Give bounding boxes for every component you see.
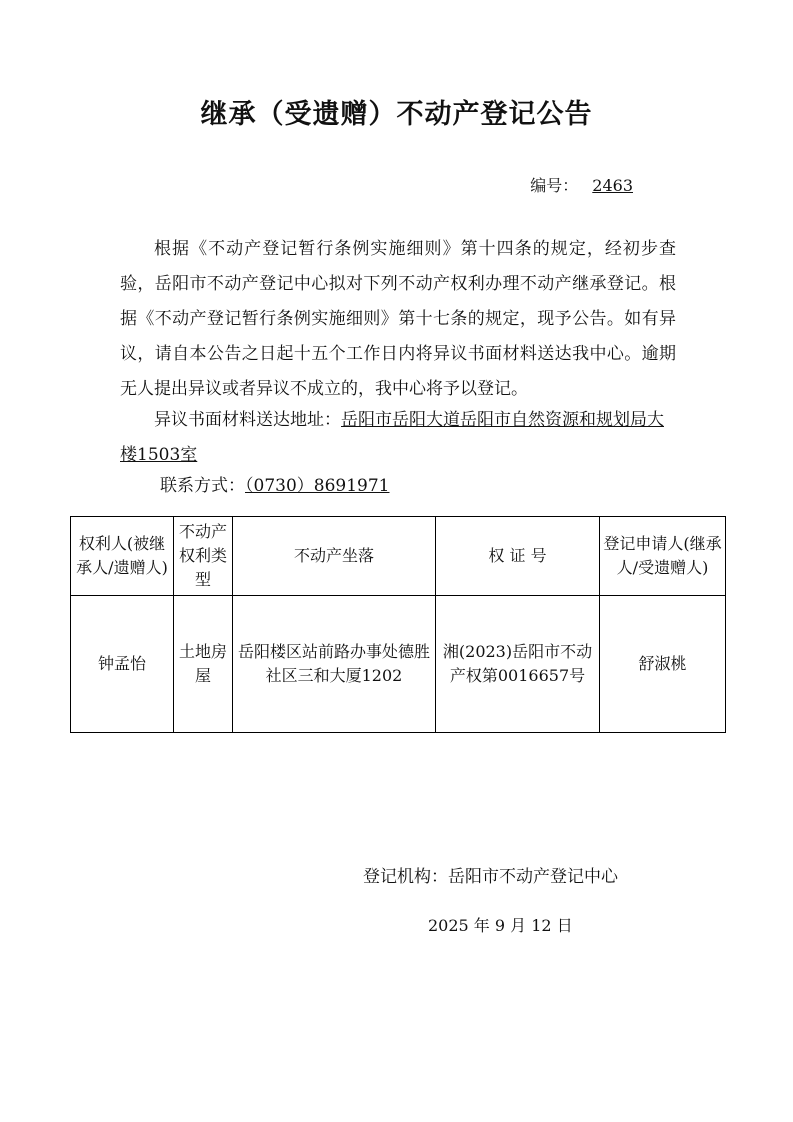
- notice-date: 2025 年 9 月 12 日: [428, 916, 573, 935]
- objection-address: [120, 403, 676, 473]
- header-certificate-number: 权 证 号: [436, 517, 600, 596]
- authority-label: 登记机构：: [363, 867, 448, 887]
- contact-label: 联系方式：: [160, 476, 245, 496]
- cell-location: 岳阳楼区站前路办事处德胜社区三和大厦1202: [233, 596, 436, 733]
- header-location: 不动产坐落: [233, 517, 436, 596]
- registration-authority: [363, 862, 618, 887]
- number-value: 2463: [592, 176, 633, 195]
- cell-applicant: 舒淑桃: [600, 596, 726, 733]
- address-value: 岳阳市岳阳大道岳阳市自然资源和规划局大楼1503室: [120, 410, 664, 465]
- table-header-row: [71, 517, 726, 596]
- header-right-holder: 权利人(被继承人/遗赠人): [71, 517, 174, 596]
- header-applicant: 登记申请人(继承人/受遗赠人): [600, 517, 726, 596]
- contact-info: [160, 472, 389, 500]
- notice-paragraph: 根据《不动产登记暂行条例实施细则》第十四条的规定，经初步查验，岳阳市不动产登记中心拟对下列不动产权利办理不动产继承登记。根据《不动产登记暂行条例实施细则》第十七条的规定，现予公告。如有异议，请自本公告之日起十五个工作日内将异议书面材料送达我中心。逾期无人提出异议或者异议不成立的，我中心将予以登记。: [120, 239, 676, 399]
- cell-right-holder: 钟孟怡: [71, 596, 174, 733]
- address-label: 异议书面材料送达地址：: [154, 410, 341, 430]
- authority-value: 岳阳市不动产登记中心: [448, 867, 618, 887]
- cell-right-type: 土地房屋: [174, 596, 233, 733]
- header-right-type: 不动产权利类型: [174, 517, 233, 596]
- contact-value: （0730）8691971: [245, 476, 390, 496]
- registration-table: [70, 516, 726, 733]
- number-label: 编号：: [530, 176, 579, 195]
- document-number: [530, 173, 633, 196]
- table-row: [71, 596, 726, 733]
- cell-certificate-number: 湘(2023)岳阳市不动产权第0016657号: [436, 596, 600, 733]
- page-title: 继承（受遗赠）不动产登记公告: [200, 99, 593, 130]
